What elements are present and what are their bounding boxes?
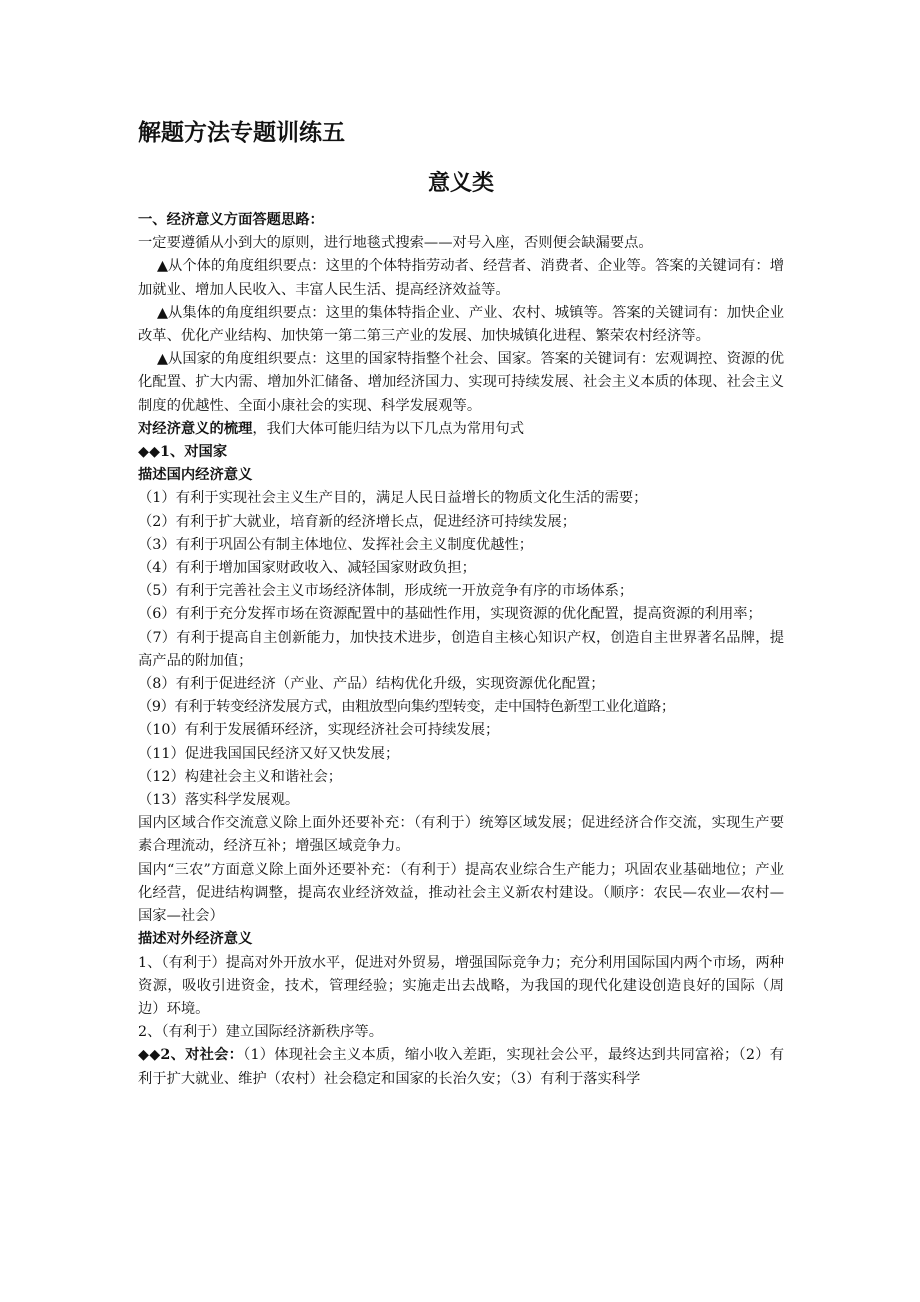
summary-bold: 对经济意义的梳理 [138, 420, 253, 437]
point-national: ▲从国家的角度组织要点：这里的国家特指整个社会、国家。答案的关键词有：宏观调控、资源的优化配置、扩大内需、增加外汇储备、增加经济国力、实现可持续发展、社会主义本质的体现、社会主义制度的优越性、全面小康社会的实现、科学发展观等。 [138, 351, 784, 414]
list-item: （5）有利于完善社会主义市场经济体制，形成统一开放竞争有序的市场体系； [138, 583, 634, 600]
foreign-heading: 描述对外经济意义 [138, 931, 253, 948]
summary-rest: ，我们大体可能归结为以下几点为常用句式 [252, 420, 525, 437]
regional-note: 国内区域合作交流意义除上面外还要补充：（有利于）统筹区域发展；促进经济合作交流，实现生产要素合理流动，经济互补；增强区域竞争力。 [138, 815, 784, 855]
country-heading: ◆◆1、对国家 [138, 444, 228, 461]
rural-note: 国内“三农”方面意义除上面外还要补充：（有利于）提高农业综合生产能力；巩固农业基础地位；产业化经营，促进结构调整，提高农业经济效益，推动社会主义新农村建设。（顺序：农民—农业—农村—国家—社会） [138, 861, 784, 925]
society-heading: ◆◆2、对社会： [138, 1047, 244, 1064]
document-title: 解题方法专题训练五 [138, 120, 345, 146]
list-item: （8）有利于促进经济（产业、产品）结构优化升级，实现资源优化配置； [138, 676, 605, 693]
document-body [138, 209, 784, 1091]
list-item: （2）有利于扩大就业，培育新的经济增长点，促进经济可持续发展； [138, 513, 576, 530]
society-paragraph [138, 1044, 784, 1090]
list-item: （10）有利于发展循环经济，实现经济社会可持续发展； [138, 722, 500, 739]
list-item: （13）落实科学发展观。 [138, 792, 300, 809]
list-item: （12）构建社会主义和谐社会； [138, 768, 343, 785]
foreign-item: 1、（有利于）提高对外开放水平，促进对外贸易，增强国际竞争力；充分利用国际国内两个市场，两种资源，吸收引进资金，技术，管理经验；实施走出去战略，为我国的现代化建设创造良好的国际（周边）环境。 [138, 954, 784, 1017]
summary-line [138, 418, 784, 441]
document-subtitle: 意义类 [427, 171, 494, 196]
intro-paragraph: 一定要遵循从小到大的原则，进行地毯式搜索——对号入座，否则便会缺漏要点。 [138, 235, 653, 252]
foreign-item: 2、（有利于）建立国际经济新秩序等。 [138, 1024, 383, 1041]
list-item: （9）有利于转变经济发展方式，由粗放型向集约型转变，走中国特色新型工业化道路； [138, 699, 675, 716]
section-heading: 一、经济意义方面答题思路： [138, 212, 324, 228]
point-collective: ▲从集体的角度组织要点：这里的集体特指企业、产业、农村、城镇等。答案的关键词有：加快企业改革、优化产业结构、加快第一第二第三产业的发展、加快城镇化进程、繁荣农村经济等。 [138, 304, 784, 345]
list-item: （7）有利于提高自主创新能力，加快技术进步，创造自主核心知识产权，创造自主世界著名品牌，提高产品的附加值； [138, 629, 784, 669]
list-item: （6）有利于充分发挥市场在资源配置中的基础性作用，实现资源的优化配置，提高资源的利用率； [138, 606, 762, 623]
list-item: （11）促进我国国民经济又好又快发展； [138, 745, 400, 762]
society-text: （1）体现社会主义本质，缩小收入差距，实现社会公平，最终达到共同富裕；（2）有利于扩大就业、维护（农村）社会稳定和国家的长治久安；（3）有利于落实科学 [138, 1047, 784, 1087]
list-item: （4）有利于增加国家财政收入、减轻国家财政负担； [138, 560, 476, 577]
list-item: （1）有利于实现社会主义生产目的，满足人民日益增长的物质文化生活的需要； [138, 490, 648, 507]
list-item: （3）有利于巩固公有制主体地位、发挥社会主义制度优越性； [138, 536, 534, 553]
domestic-heading: 描述国内经济意义 [138, 467, 253, 484]
point-individual: ▲从个体的角度组织要点：这里的个体特指劳动者、经营者、消费者、企业等。答案的关键词有：增加就业、增加人民收入、丰富人民生活、提高经济效益等。 [138, 258, 784, 298]
